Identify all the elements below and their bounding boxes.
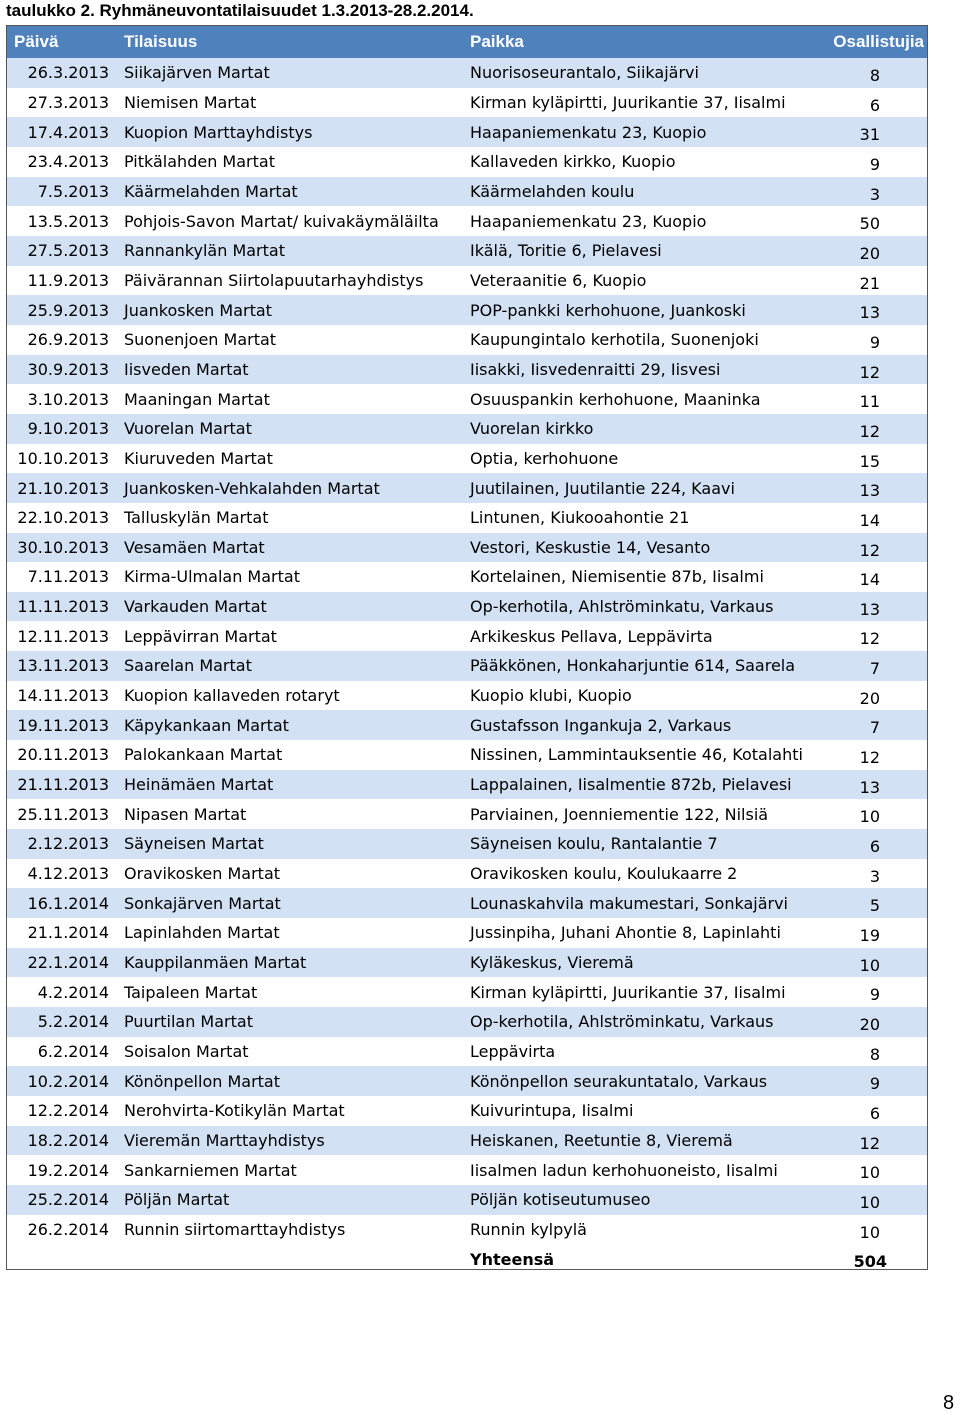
cell-date: 21.10.2013 bbox=[17, 478, 109, 498]
cell-venue: Juankosken-Vehkalahden Martat bbox=[124, 478, 380, 498]
cell-date: 13.5.2013 bbox=[27, 211, 109, 231]
table-row bbox=[7, 621, 927, 651]
table-row bbox=[7, 414, 927, 444]
table-row bbox=[7, 859, 927, 889]
cell-count: 20 bbox=[859, 688, 880, 708]
cell-count: 6 bbox=[869, 837, 880, 857]
table-body bbox=[7, 58, 927, 1244]
cell-date: 7.11.2013 bbox=[27, 567, 109, 587]
cell-venue: Käärmelahden Martat bbox=[124, 181, 298, 201]
cell-count: 13 bbox=[859, 777, 880, 797]
cell-venue: Palokankaan Martat bbox=[124, 745, 283, 765]
cell-venue: Nerohvirta-Kotikylän Martat bbox=[124, 1101, 345, 1121]
cell-date: 16.1.2014 bbox=[27, 893, 109, 913]
cell-place: Lintunen, Kiukooahontie 21 bbox=[470, 508, 690, 528]
cell-venue: Sonkajärven Martat bbox=[124, 893, 281, 913]
cell-count: 3 bbox=[869, 866, 880, 886]
cell-venue: Siikajärven Martat bbox=[124, 63, 270, 83]
cell-date: 3.10.2013 bbox=[27, 389, 109, 409]
header-venue: Tilaisuus bbox=[124, 32, 198, 51]
cell-date: 25.2.2014 bbox=[27, 1190, 109, 1210]
cell-date: 4.2.2014 bbox=[37, 982, 109, 1002]
cell-place: Pöljän kotiseutumuseo bbox=[470, 1190, 651, 1210]
cell-count: 5 bbox=[869, 896, 880, 916]
cell-venue: Käpykankaan Martat bbox=[124, 715, 289, 735]
table-row bbox=[7, 948, 927, 978]
cell-count: 9 bbox=[869, 1074, 880, 1094]
cell-date: 26.9.2013 bbox=[27, 330, 109, 350]
cell-date: 11.9.2013 bbox=[27, 270, 109, 290]
cell-date: 20.11.2013 bbox=[17, 745, 109, 765]
cell-place: Gustafsson Ingankuja 2, Varkaus bbox=[470, 715, 732, 735]
cell-venue: Leppävirran Martat bbox=[124, 626, 277, 646]
cell-venue: Vesamäen Martat bbox=[124, 537, 265, 557]
cell-place: Nissinen, Lammintauksentie 46, Kotalahti bbox=[470, 745, 803, 765]
cell-count: 15 bbox=[859, 451, 880, 471]
total-count: 504 bbox=[853, 1252, 887, 1272]
cell-place: Runnin kylpylä bbox=[470, 1219, 587, 1239]
table-row bbox=[7, 1155, 927, 1185]
cell-count: 21 bbox=[859, 273, 880, 293]
table-row bbox=[7, 1096, 927, 1126]
table-row bbox=[7, 1126, 927, 1156]
cell-date: 22.1.2014 bbox=[27, 953, 109, 973]
table-row bbox=[7, 562, 927, 592]
table-row bbox=[7, 444, 927, 474]
cell-place: Parviainen, Joenniementie 122, Nilsiä bbox=[470, 804, 769, 824]
cell-venue: Pöljän Martat bbox=[124, 1190, 230, 1210]
cell-venue: Vuorelan Martat bbox=[124, 419, 252, 439]
table-header-row bbox=[7, 26, 927, 58]
cell-venue: Pohjois-Savon Martat/ kuivakäymäläilta bbox=[124, 211, 439, 231]
cell-venue: Iisveden Martat bbox=[124, 359, 249, 379]
cell-date: 4.12.2013 bbox=[27, 864, 109, 884]
cell-place: Kallaveden kirkko, Kuopio bbox=[470, 152, 676, 172]
cell-count: 10 bbox=[859, 1192, 880, 1212]
cell-venue: Sankarniemen Martat bbox=[124, 1160, 297, 1180]
cell-place: Kirman kyläpirtti, Juurikantie 37, Iisalmi bbox=[470, 982, 786, 1002]
table-row bbox=[7, 770, 927, 800]
cell-date: 25.11.2013 bbox=[17, 804, 109, 824]
cell-place: Heiskanen, Reetuntie 8, Vieremä bbox=[470, 1130, 733, 1150]
cell-count: 6 bbox=[869, 1103, 880, 1123]
cell-venue: Runnin siirtomarttayhdistys bbox=[124, 1219, 346, 1239]
cell-venue: Pitkälahden Martat bbox=[124, 152, 275, 172]
cell-place: Nuorisoseurantalo, Siikajärvi bbox=[470, 63, 699, 83]
table-row bbox=[7, 1215, 927, 1245]
table-row bbox=[7, 355, 927, 385]
cell-place: Haapaniemenkatu 23, Kuopio bbox=[470, 122, 707, 142]
cell-place: POP-pankki kerhohuone, Juankoski bbox=[470, 300, 746, 320]
total-row bbox=[7, 1244, 927, 1274]
cell-place: Haapaniemenkatu 23, Kuopio bbox=[470, 211, 707, 231]
cell-venue: Kiuruveden Martat bbox=[124, 448, 273, 468]
cell-date: 12.2.2014 bbox=[27, 1101, 109, 1121]
cell-place: Iisalmen ladun kerhohuoneisto, Iisalmi bbox=[470, 1160, 778, 1180]
cell-count: 14 bbox=[859, 570, 880, 590]
cell-date: 21.11.2013 bbox=[17, 775, 109, 795]
cell-count: 10 bbox=[859, 955, 880, 975]
cell-count: 10 bbox=[859, 807, 880, 827]
cell-count: 12 bbox=[859, 540, 880, 560]
cell-venue: Kuopion kallaveden rotaryt bbox=[124, 686, 340, 706]
cell-count: 50 bbox=[859, 214, 880, 234]
cell-place: Säyneisen koulu, Rantalantie 7 bbox=[470, 834, 718, 854]
cell-date: 26.3.2013 bbox=[27, 63, 109, 83]
cell-date: 22.10.2013 bbox=[17, 508, 109, 528]
table-row bbox=[7, 206, 927, 236]
cell-date: 14.11.2013 bbox=[17, 686, 109, 706]
table-row bbox=[7, 681, 927, 711]
table-row bbox=[7, 266, 927, 296]
cell-venue: Soisalon Martat bbox=[124, 1041, 249, 1061]
cell-venue: Puurtilan Martat bbox=[124, 1012, 253, 1032]
cell-place: Könönpellon seurakuntatalo, Varkaus bbox=[470, 1071, 768, 1091]
cell-place: Kuopio klubi, Kuopio bbox=[470, 686, 632, 706]
cell-venue: Suonenjoen Martat bbox=[124, 330, 277, 350]
table-row bbox=[7, 503, 927, 533]
cell-date: 9.10.2013 bbox=[27, 419, 109, 439]
cell-venue: Päivärannan Siirtolapuutarhayhdistys bbox=[124, 270, 424, 290]
cell-count: 10 bbox=[859, 1222, 880, 1242]
header-place: Paikka bbox=[470, 32, 524, 51]
cell-date: 27.3.2013 bbox=[27, 92, 109, 112]
cell-venue: Rannankylän Martat bbox=[124, 241, 285, 261]
cell-date: 7.5.2013 bbox=[37, 181, 109, 201]
cell-venue: Kauppilanmäen Martat bbox=[124, 953, 307, 973]
cell-date: 19.2.2014 bbox=[27, 1160, 109, 1180]
cell-date: 10.10.2013 bbox=[17, 448, 109, 468]
cell-count: 12 bbox=[859, 1133, 880, 1153]
cell-count: 20 bbox=[859, 1015, 880, 1034]
cell-place: Vestori, Keskustie 14, Vesanto bbox=[470, 537, 711, 557]
cell-venue: Heinämäen Martat bbox=[124, 775, 274, 795]
cell-date: 11.11.2013 bbox=[17, 597, 109, 617]
cell-place: Iisakki, Iisvedenraitti 29, Iisvesi bbox=[470, 359, 721, 379]
table-row bbox=[7, 384, 927, 414]
header-date: Päivä bbox=[14, 32, 59, 51]
table-row bbox=[7, 147, 927, 177]
cell-place: Oravikosken koulu, Koulukaarre 2 bbox=[470, 864, 738, 884]
table-row bbox=[7, 58, 927, 88]
table-row bbox=[7, 710, 927, 740]
cell-place: Arkikeskus Pellava, Leppävirta bbox=[470, 626, 713, 646]
cell-place: Leppävirta bbox=[470, 1041, 556, 1061]
cell-count: 8 bbox=[869, 66, 880, 85]
table-row bbox=[7, 473, 927, 503]
table-row bbox=[7, 1185, 927, 1215]
cell-place: Op-kerhotila, Ahlströminkatu, Varkaus bbox=[470, 597, 774, 617]
table-row bbox=[7, 325, 927, 355]
cell-place: Osuuspankin kerhohuone, Maaninka bbox=[470, 389, 761, 409]
participation-table bbox=[6, 25, 928, 1270]
cell-place: Kaupungintalo kerhotila, Suonenjoki bbox=[470, 330, 759, 350]
cell-count: 8 bbox=[869, 1044, 880, 1064]
cell-date: 30.10.2013 bbox=[17, 537, 109, 557]
cell-venue: Nipasen Martat bbox=[124, 804, 247, 824]
table-row bbox=[7, 88, 927, 118]
cell-date: 26.2.2014 bbox=[27, 1219, 109, 1239]
cell-date: 10.2.2014 bbox=[27, 1071, 109, 1091]
cell-venue: Vieremän Marttayhdistys bbox=[124, 1130, 325, 1150]
cell-count: 20 bbox=[859, 243, 880, 263]
cell-place: Juutilainen, Juutilantie 224, Kaavi bbox=[470, 478, 735, 498]
cell-venue: Kirma-Ulmalan Martat bbox=[124, 567, 300, 587]
cell-place: Ikälä, Toritie 6, Pielavesi bbox=[470, 241, 662, 261]
cell-count: 10 bbox=[859, 1163, 880, 1183]
cell-place: Op-kerhotila, Ahlströminkatu, Varkaus bbox=[470, 1012, 774, 1032]
cell-place: Pääkkönen, Honkaharjuntie 614, Saarela bbox=[470, 656, 796, 676]
cell-date: 5.2.2014 bbox=[37, 1012, 109, 1032]
cell-count: 13 bbox=[859, 599, 880, 619]
cell-place: Lounaskahvila makumestari, Sonkajärvi bbox=[470, 893, 788, 913]
cell-count: 13 bbox=[859, 303, 880, 323]
cell-count: 31 bbox=[859, 125, 880, 145]
cell-date: 12.11.2013 bbox=[17, 626, 109, 646]
header-count: Osallistujia bbox=[833, 32, 924, 51]
cell-date: 13.11.2013 bbox=[17, 656, 109, 676]
table-row bbox=[7, 1066, 927, 1096]
table-row bbox=[7, 117, 927, 147]
cell-date: 25.9.2013 bbox=[27, 300, 109, 320]
cell-place: Kortelainen, Niemisentie 87b, Iisalmi bbox=[470, 567, 764, 587]
cell-date: 30.9.2013 bbox=[27, 359, 109, 379]
cell-count: 7 bbox=[869, 659, 880, 679]
table-row bbox=[7, 740, 927, 770]
cell-venue: Niemisen Martat bbox=[124, 92, 257, 112]
cell-venue: Saarelan Martat bbox=[124, 656, 252, 676]
cell-count: 9 bbox=[869, 985, 880, 1005]
table-row bbox=[7, 1037, 927, 1067]
table-row bbox=[7, 651, 927, 681]
total-label: Yhteensä bbox=[470, 1249, 555, 1269]
cell-date: 2.12.2013 bbox=[27, 834, 109, 854]
cell-venue: Oravikosken Martat bbox=[124, 864, 281, 884]
cell-venue: Kuopion Marttayhdistys bbox=[124, 122, 313, 142]
cell-count: 7 bbox=[869, 718, 880, 738]
cell-date: 17.4.2013 bbox=[27, 122, 109, 142]
cell-count: 12 bbox=[859, 629, 880, 649]
cell-count: 11 bbox=[859, 392, 880, 412]
cell-place: Veteraanitie 6, Kuopio bbox=[470, 270, 647, 290]
cell-venue: Varkauden Martat bbox=[124, 597, 267, 617]
cell-date: 19.11.2013 bbox=[17, 715, 109, 735]
cell-count: 13 bbox=[859, 481, 880, 501]
cell-venue: Säyneisen Martat bbox=[124, 834, 264, 854]
cell-place: Vuorelan kirkko bbox=[470, 419, 594, 439]
table-row bbox=[7, 177, 927, 207]
cell-place: Kuivurintupa, Iisalmi bbox=[470, 1101, 634, 1121]
table-row bbox=[7, 829, 927, 859]
cell-venue: Lapinlahden Martat bbox=[124, 923, 280, 943]
cell-count: 12 bbox=[859, 362, 880, 382]
table-row bbox=[7, 888, 927, 918]
table-row bbox=[7, 977, 927, 1007]
table-caption: taulukko 2. Ryhmäneuvontatilaisuudet 1.3.2013-28.2.2014. bbox=[6, 1, 474, 20]
cell-count: 12 bbox=[859, 748, 880, 768]
table-row bbox=[7, 236, 927, 266]
cell-place: Kirman kyläpirtti, Juurikantie 37, Iisalmi bbox=[470, 92, 786, 112]
cell-place: Lappalainen, Iisalmentie 872b, Pielavesi bbox=[470, 775, 792, 795]
cell-venue: Talluskylän Martat bbox=[124, 508, 269, 528]
cell-date: 23.4.2013 bbox=[27, 152, 109, 172]
table-row bbox=[7, 918, 927, 948]
cell-count: 9 bbox=[869, 154, 880, 174]
cell-place: Käärmelahden koulu bbox=[470, 181, 635, 201]
cell-date: 6.2.2014 bbox=[37, 1041, 109, 1061]
cell-date: 27.5.2013 bbox=[27, 241, 109, 261]
table-row bbox=[7, 295, 927, 325]
cell-count: 14 bbox=[859, 510, 880, 530]
cell-venue: Maaningan Martat bbox=[124, 389, 270, 409]
page-number: 8 bbox=[943, 1392, 955, 1414]
table-row bbox=[7, 799, 927, 829]
cell-venue: Juankosken Martat bbox=[124, 300, 272, 320]
cell-place: Jussinpiha, Juhani Ahontie 8, Lapinlahti bbox=[470, 923, 781, 943]
table-row bbox=[7, 592, 927, 622]
table-row bbox=[7, 1007, 927, 1037]
table-row bbox=[7, 533, 927, 563]
cell-date: 18.2.2014 bbox=[27, 1130, 109, 1150]
cell-place: Kyläkeskus, Vieremä bbox=[470, 953, 634, 973]
cell-count: 6 bbox=[869, 95, 880, 115]
cell-count: 19 bbox=[859, 926, 880, 946]
cell-count: 12 bbox=[859, 421, 880, 441]
cell-date: 21.1.2014 bbox=[27, 923, 109, 943]
cell-count: 3 bbox=[869, 184, 880, 204]
cell-venue: Könönpellon Martat bbox=[124, 1071, 280, 1091]
cell-count: 9 bbox=[869, 332, 880, 352]
cell-place: Optia, kerhohuone bbox=[470, 448, 619, 468]
cell-venue: Taipaleen Martat bbox=[124, 982, 258, 1002]
